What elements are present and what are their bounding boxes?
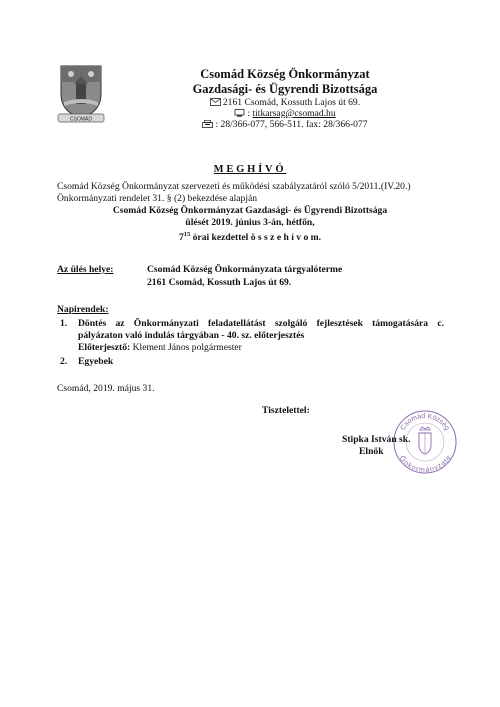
- convene-line-3: [60, 231, 440, 244]
- computer-icon: [234, 109, 245, 117]
- meeting-minute: 15: [183, 231, 191, 238]
- email-text[interactable]: titkarsag@csomad.hu: [252, 108, 336, 119]
- meeting-hour: 7: [178, 232, 184, 244]
- letterhead: [150, 67, 420, 130]
- address-line: [150, 97, 420, 108]
- convene-line-1: Csomád Község Önkormányzat Gazdasági- és Ügyrendi Bizottsága: [112, 205, 388, 216]
- committee-name: Gazdasági- és Ügyrendi Bizottsága: [192, 82, 378, 96]
- intro-paragraph: Csomád Község Önkormányzat szervezeti és működési szabályzatáról szóló 5/2011.(IV.20.) Önkormányzati rendelet 31. § (2) bekezdése alapján: [57, 181, 411, 204]
- convene-line-2: ülését 2019. június 3-án, hétfőn,: [185, 217, 315, 228]
- closing-regards: Tisztelettel:: [262, 405, 310, 416]
- presenter-name: Klement János polgármester: [130, 342, 242, 353]
- address-text: 2161 Csomád, Kossuth Lajos út 69.: [222, 97, 361, 108]
- agenda-item-2-number: 2.: [60, 356, 68, 367]
- agenda-label: Napirendek:: [57, 304, 109, 315]
- venue-line-1: Csomád Község Önkormányzata tárgyalóterme: [147, 264, 343, 275]
- convene-rest: órai kezdettel ö s s z e h í v o m.: [190, 232, 322, 244]
- coat-of-arms-logo: [56, 62, 106, 124]
- agenda-item-1-line-2: pályázaton való indulás tárgyában - 40. sz. előterjesztés: [78, 330, 305, 341]
- svg-text:CSOMÁD: CSOMÁD: [70, 116, 92, 123]
- organization-name: Csomád Község Önkormányzat: [200, 67, 370, 81]
- phone-line: [150, 119, 420, 130]
- agenda-item-2: Egyebek: [78, 356, 114, 367]
- venue-line-2: 2161 Csomád, Kossuth Lajos út 69.: [147, 277, 292, 288]
- place-date: Csomád, 2019. május 31.: [57, 383, 155, 394]
- envelope-icon: [210, 98, 221, 106]
- agenda-item-1-line-1: Döntés az Önkormányzati feladatellátást szolgáló fejlesztések támogatására c.: [78, 318, 444, 329]
- stamp-crown-icon: [420, 427, 430, 430]
- agenda-item-1-number: 1.: [60, 318, 68, 329]
- signature-role: Elnök: [359, 446, 384, 457]
- venue-label: Az ülés helye:: [57, 264, 114, 275]
- stamp-text-bottom: Önkormányzata: [397, 454, 453, 475]
- fax-icon: [202, 120, 213, 128]
- email-line: : titkarsag@csomad.hu: [150, 108, 420, 119]
- svg-text:Önkormányzata: [398, 454, 453, 474]
- presenter-label: Előterjesztő:: [78, 342, 131, 353]
- stamp-text-top: Csomád Község: [399, 412, 451, 432]
- document-title: MEGHÍVÓ: [213, 164, 287, 175]
- phone-text: : 28/366-077, 566-511. fax: 28/366-077: [215, 119, 368, 130]
- signature-name: Stipka István sk.: [342, 434, 411, 445]
- agenda-item-1-presenter: [78, 342, 242, 354]
